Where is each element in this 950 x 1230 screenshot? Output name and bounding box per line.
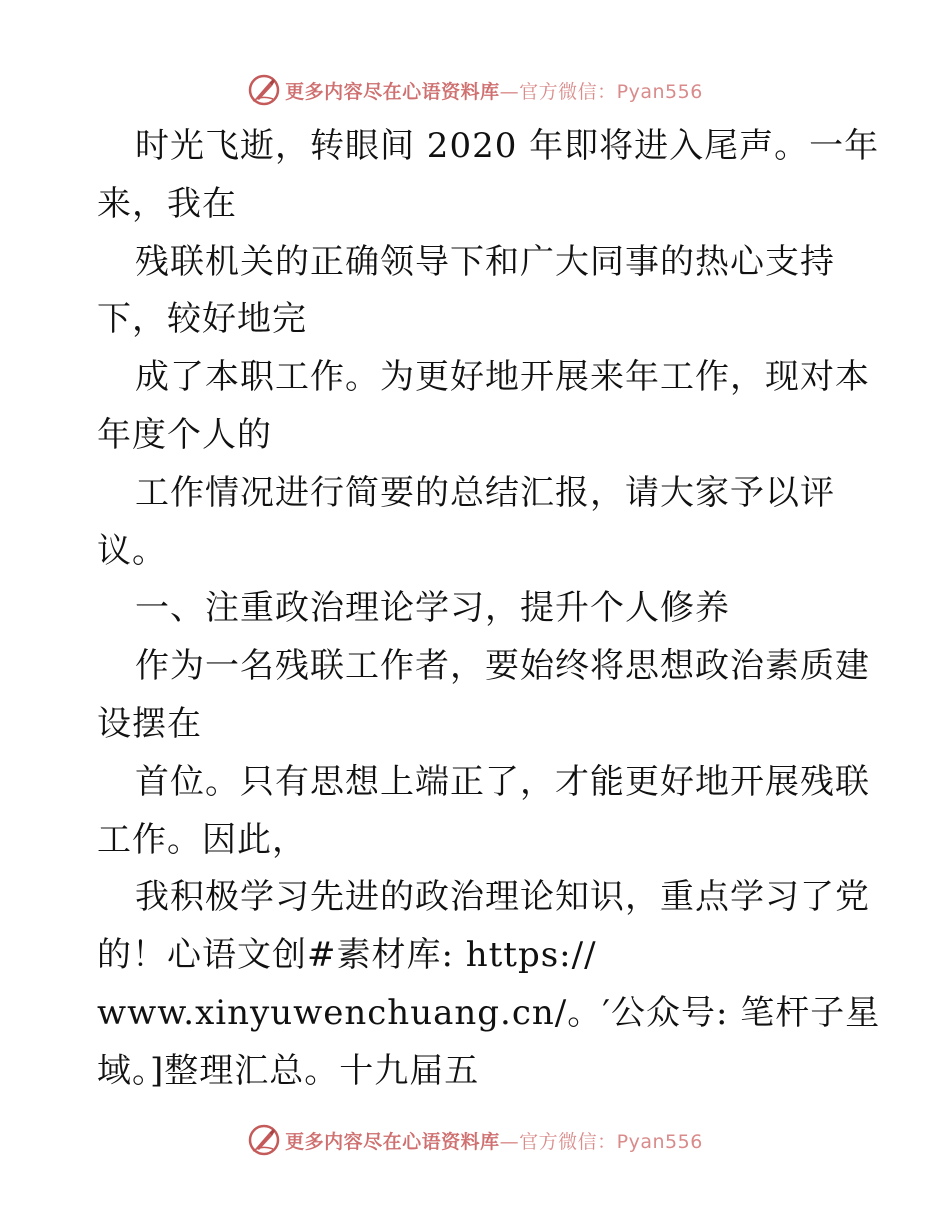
text-line: 年度个人的: [97, 414, 272, 455]
footer-watermark: [0, 1122, 950, 1158]
pen-logo-icon: [247, 1123, 281, 1157]
watermark-separator: —: [499, 80, 520, 103]
text-line: 工作情况进行简要的总结汇报，请大家予以评: [135, 472, 835, 513]
watermark-text: [285, 77, 703, 104]
pen-logo-icon: [247, 73, 281, 107]
text-line: 议。: [97, 530, 167, 571]
text-line: 我积极学习先进的政治理论知识，重点学习了党: [135, 877, 870, 918]
text-line: 成了本职工作。为更好地开展来年工作，现对本: [135, 357, 870, 398]
text-line: 域。]整理汇总。十九届五: [97, 1050, 480, 1091]
text-line: 工作。因此，: [97, 819, 307, 860]
watermark-brand: 更多内容尽在心语资料库: [285, 1130, 500, 1153]
watermark-brand: 更多内容尽在心语资料库: [285, 80, 500, 103]
text-line: 下，较好地完: [97, 299, 307, 340]
text-line: 时光飞逝，转眼间 2020 年即将进入尾声。一年: [135, 126, 880, 166]
text-line: 一、注重政治理论学习，提升个人修养: [135, 588, 730, 629]
text-line: 来，我在: [97, 183, 237, 224]
header-watermark: [0, 72, 950, 108]
text-line: www.xinyuwenchuang.cn/。′公众号: 笔杆子星: [97, 992, 881, 1033]
watermark-contact: 官方微信：Pyan556: [519, 1130, 703, 1153]
text-line: 的！心语文创#素材库: https://: [97, 935, 597, 976]
document-body: [97, 118, 881, 1101]
watermark-text: [285, 1127, 703, 1154]
text-line: 残联机关的正确领导下和广大同事的热心支持: [135, 241, 835, 282]
watermark-contact: 官方微信：Pyan556: [519, 80, 703, 103]
text-line: 作为一名残联工作者，要始终将思想政治素质建: [135, 646, 870, 687]
text-line: 设摆在: [97, 703, 202, 744]
watermark-separator: —: [499, 1130, 520, 1153]
text-line: 首位。只有思想上端正了，才能更好地开展残联: [135, 761, 870, 802]
